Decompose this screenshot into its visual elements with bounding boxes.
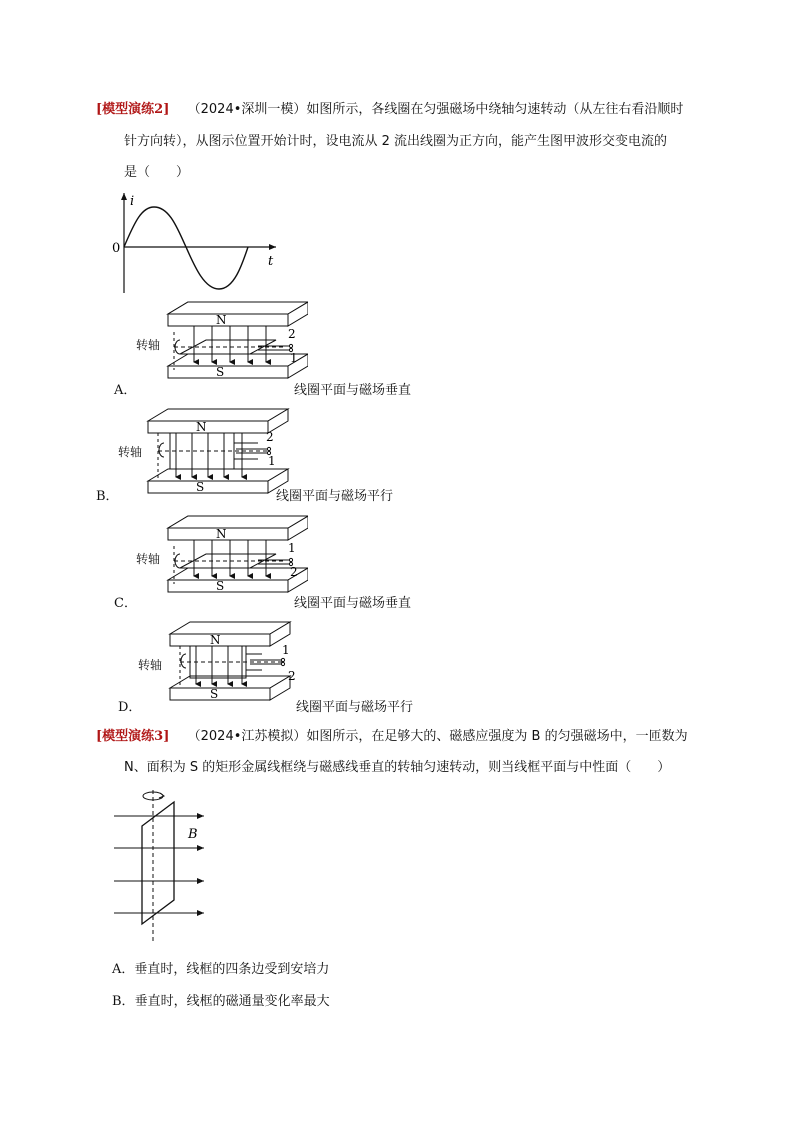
option-d[interactable] (96, 616, 436, 720)
terminal-top-d: 1 (282, 643, 290, 657)
q3-stem-2: N、面积为 S 的矩形金属线框绕与磁感线垂直的转轴匀速转动，则当线框平面与中性面（ ） (124, 760, 671, 775)
svg-text:N: N (196, 420, 207, 434)
q2-stem-1: 如图所示，各线圈在匀强磁场中绕轴匀速转动（从左往右看沿顺时 (306, 102, 684, 117)
axis-label-c: 转轴 (136, 552, 161, 566)
option-a-caption: 线圈平面与磁场垂直 (294, 383, 412, 398)
q3-option-b[interactable] (112, 993, 330, 1011)
terminal-bot-c: 2 (290, 565, 298, 579)
q3-option-b-label: B． (112, 994, 135, 1009)
axis-label-d: 转轴 (138, 658, 163, 672)
q3-option-a-label: A． (112, 962, 135, 977)
svg-text:N: N (216, 313, 227, 327)
sine-curve (124, 207, 248, 289)
option-b[interactable] (96, 403, 436, 507)
option-c[interactable] (114, 510, 438, 614)
q2-stem-2: 针方向转），从图示位置开始计时，设电流从 2 流出线圈为正方向，能产生图甲波形交变电流的 (124, 134, 668, 149)
option-d-caption: 线圈平面与磁场平行 (296, 700, 414, 715)
terminal-top-c: 1 (288, 541, 296, 555)
option-d-label[interactable]: D． (118, 700, 142, 715)
svg-text:S: S (216, 579, 225, 593)
rotating-frame-diagram (108, 786, 218, 946)
q3-option-b-text: 垂直时，线框的磁通量变化率最大 (134, 994, 330, 1009)
option-a[interactable] (114, 296, 438, 400)
graph-y-label: i (130, 194, 135, 209)
q2-tag: [模型演练2] (96, 102, 170, 117)
terminal-top-b: 2 (266, 430, 274, 444)
option-c-label[interactable]: C． (114, 596, 137, 611)
q2-line1 (96, 101, 683, 119)
q2-stem-3: 是（ ） (124, 165, 190, 180)
terminal-top-a: 2 (288, 327, 296, 341)
svg-text:S: S (216, 365, 225, 379)
q3-source: （2024•江苏模拟） (187, 729, 307, 744)
graph-origin: 0 (112, 241, 121, 256)
axis-label-b: 转轴 (118, 445, 143, 459)
q3-line1 (96, 728, 688, 746)
terminal-bot-a: 1 (290, 351, 298, 365)
terminal-bot-d: 2 (288, 669, 296, 683)
q2-source: （2024•深圳一模） (187, 102, 307, 117)
option-c-caption: 线圈平面与磁场垂直 (294, 596, 412, 611)
svg-text:S: S (196, 480, 205, 494)
q3-option-a[interactable] (112, 961, 329, 979)
field-label-b: B (188, 827, 198, 842)
svg-text:N: N (210, 633, 221, 647)
terminal-bot-b: 1 (268, 454, 276, 468)
svg-text:N: N (216, 527, 227, 541)
q3-option-a-text: 垂直时，线框的四条边受到安培力 (134, 962, 330, 977)
axis-label-a: 转轴 (136, 338, 161, 352)
option-a-label[interactable]: A． (114, 383, 137, 398)
option-b-label[interactable]: B． (96, 489, 119, 504)
waveform-graph (100, 185, 290, 297)
q3-stem-1: 如图所示，在足够大的、磁感应强度为 B 的匀强磁场中，一匝数为 (306, 729, 688, 744)
q3-tag: [模型演练3] (96, 729, 170, 744)
coil-diagram-d (140, 616, 320, 712)
svg-text:S: S (210, 687, 219, 701)
option-b-caption: 线圈平面与磁场平行 (276, 489, 394, 504)
graph-x-label: t (268, 254, 274, 269)
